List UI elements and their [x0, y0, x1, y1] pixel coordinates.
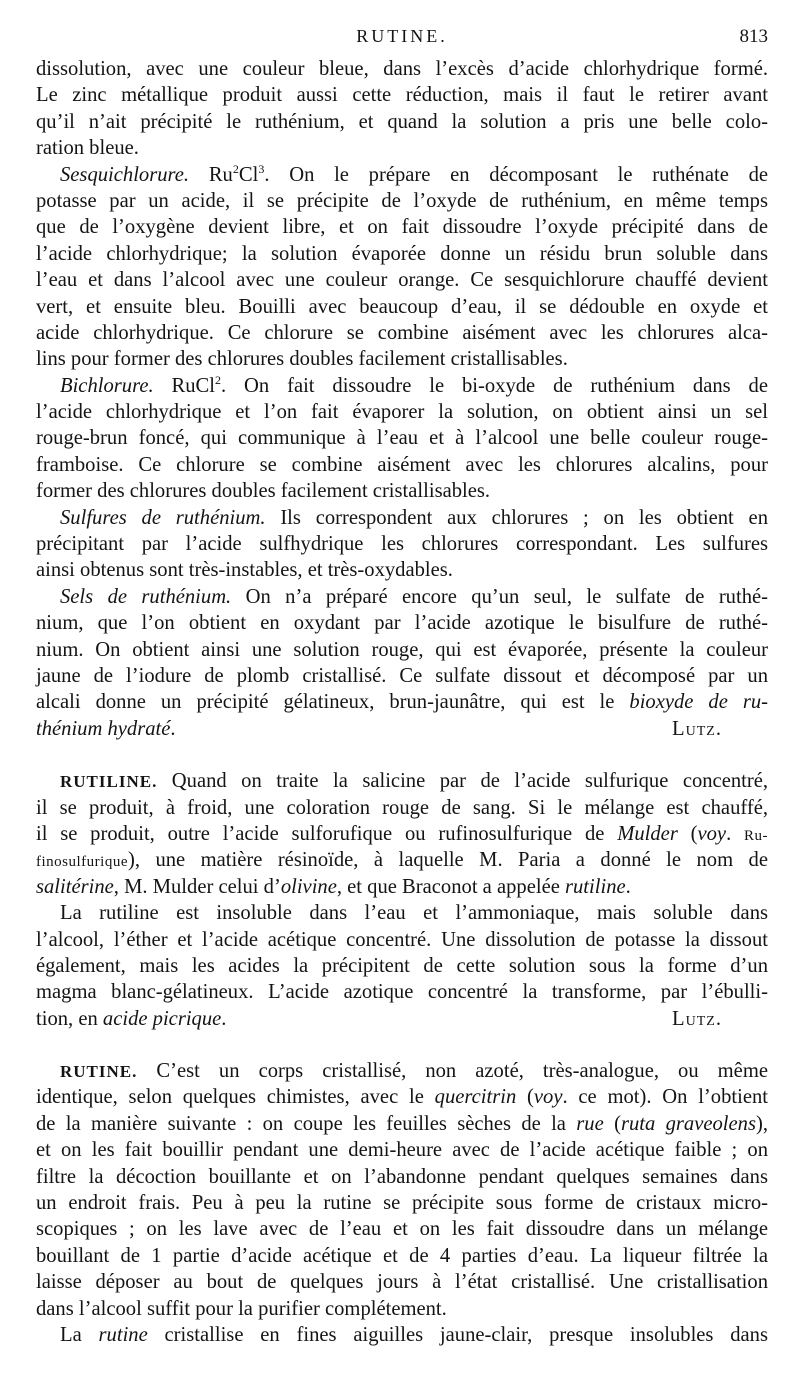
text-line: scopiques ; on les lave avec de l’eau et on les fait dissoudre dans un mélange — [36, 1218, 768, 1241]
entry-gap — [36, 1032, 768, 1058]
text-line: thénium hydraté. Lutz. — [36, 716, 768, 742]
text-line: rouge-brun foncé, qui communique à l’eau et à l’alcool une belle couleur rouge- — [36, 427, 768, 450]
text-line: salitérine, M. Mulder celui d’olivine, et que Braconot a appelée rutiline. — [36, 875, 631, 898]
text-line: ainsi obtenus sont très-instables, et très-oxydables. — [36, 559, 453, 582]
text-line: filtre la décoction bouillante et on l’abandonne pendant quelques semaines dans — [36, 1165, 768, 1188]
text-line: de la manière suivante : on coupe les feuilles sèches de la rue (ruta graveolens), — [36, 1112, 768, 1135]
text-line: Le zinc métallique produit aussi cette réduction, mais il faut le retirer avant — [36, 84, 768, 107]
author-signature: Lutz. — [672, 717, 722, 740]
text-line: l’eau et dans l’alcool avec une couleur orange. Ce sesquichlorure chauffé devient — [36, 269, 768, 292]
entry-rutine — [36, 1058, 768, 1348]
paragraph-ruthenium-continuation — [36, 56, 768, 162]
text-line: bouillant de 1 partie d’acide acétique et de 4 parties d’eau. La liqueur filtrée la — [36, 1244, 768, 1267]
text-line: l’acide chlorhydrique; la solution évaporée donne un résidu brun soluble dans — [36, 242, 768, 265]
text-line: jaune de l’iodure de plomb cristallisé. Ce sulfate dissout et décomposé par un — [36, 664, 768, 687]
text-line: former des chlorures doubles facilement cristallisables. — [36, 480, 491, 503]
entry-heading: RUTINE. — [60, 1062, 138, 1082]
text-line: précipitant par l’acide sulfhydrique les chlorures correspondant. Les sulfures — [36, 533, 768, 556]
running-header — [36, 0, 768, 56]
text-line: vert, et ensuite bleu. Bouilli avec beaucoup d’eau, il se dédouble en oxyde et — [36, 295, 768, 318]
text-line: La rutine cristallise en fines aiguilles jaune-clair, presque insolubles dans — [60, 1323, 768, 1346]
text-line: un endroit frais. Peu à peu la rutine se précipite sous forme de cristaux micro- — [36, 1192, 768, 1215]
text-line: potasse par un acide, il se précipite de l’oxyde de ruthénium, en même temps — [36, 189, 768, 212]
text-line: ration bleue. — [36, 137, 139, 160]
text-line: il se produit, à froid, une coloration rouge de sang. Si le mélange est chauffé, — [36, 796, 768, 819]
text-line: Sulfures de ruthénium. Ils correspondent aux chlorures ; on les obtient en — [60, 506, 768, 529]
author-signature: Lutz. — [672, 1007, 722, 1030]
section-title: Sesquichlorure. — [60, 163, 190, 186]
text-line: finosulfurique), une matière résinoïde, à laquelle M. Paria a donné le nom de — [36, 849, 768, 872]
text-line: nium, que l’on obtient en oxydant par l’acide azotique le bisulfure de ruthé- — [36, 612, 768, 635]
entry-gap — [36, 742, 768, 768]
text-line: RUTINE. C’est un corps cristallisé, non azoté, très-analogue, ou même — [60, 1060, 768, 1083]
formula: RuCl$^2$ — [171, 372, 221, 397]
text-line: qu’il n’ait précipité le ruthénium, et quand la solution a pris une belle colo- — [36, 110, 768, 133]
text-line: La rutiline est insoluble dans l’eau et l’ammoniaque, mais soluble dans — [60, 902, 768, 925]
text-line: framboise. Ce chlorure se combine aisément avec les chlorures alcalins, pour — [36, 453, 768, 476]
entry-heading: RUTILINE. — [60, 772, 158, 792]
section-title: Bichlorure. — [60, 374, 154, 397]
text-line: l’acide chlorhydrique et l’on fait évaporer la solution, on obtient ainsi un sel — [36, 401, 768, 424]
text-line: dissolution, avec une couleur bleue, dans l’excès d’acide chlorhydrique formé. — [36, 58, 768, 80]
paragraph-sulfures — [36, 505, 768, 584]
page-number: 813 — [739, 26, 768, 47]
text-line: dans l’alcool suffit pour la purifier complétement. — [36, 1297, 447, 1320]
text-line: Sels de ruthénium. On n’a préparé encore qu’un seul, le sulfate de ruthé- — [60, 585, 768, 608]
text-line: nium. On obtient ainsi une solution rouge, qui est évaporée, présente la couleur — [36, 638, 768, 661]
text-line: acide chlorhydrique. Ce chlorure se combine aisément avec les chlorures alca- — [36, 321, 768, 344]
text-line: et on les fait bouillir pendant une demi-heure avec de l’acide acétique faible ; on — [36, 1139, 768, 1162]
text-line: il se produit, outre l’acide sulforufique ou rufinosulfurique de Mulder (voy. Ru- — [36, 822, 769, 845]
page — [36, 0, 768, 1348]
text-line: laisse déposer au bout de quelques jours à l’état cristallisé. Une cristallisation — [36, 1271, 768, 1294]
text-line: Sesquichlorure. Ru$^2$Cl$^3$. On le prépare en décomposant le ruthénate de — [60, 161, 769, 186]
formula: Ru$^2$Cl$^3$ — [208, 161, 265, 186]
paragraph-sels — [36, 584, 768, 742]
text-line: magma blanc-gélatineux. L’acide azotique concentré la transforme, par l’ébulli- — [36, 981, 768, 1004]
text-line: lins pour former des chlorures doubles facilement cristallisables. — [36, 348, 568, 371]
text-line: identique, selon quelques chimistes, avec le quercitrin (voy. ce mot). On l’obtient — [36, 1086, 768, 1109]
text-line: tion, en acide picrique. Lutz. — [36, 1006, 768, 1032]
paragraph-sesquichlorure — [36, 162, 768, 373]
entry-rutiline — [36, 768, 768, 1032]
running-title: RUTINE. — [356, 26, 448, 46]
text-line: RUTILINE. Quand on traite la salicine par de l’acide sulfurique concentré, — [60, 770, 768, 793]
text-line: alcali donne un précipité gélatineux, brun-jaunâtre, qui est le bioxyde de ru- — [36, 691, 769, 714]
text-line: également, mais les acides la précipitent de cette solution sous la forme d’un — [36, 954, 768, 977]
text-line: Bichlorure. RuCl$^2$. On fait dissoudre le bi-oxyde de ruthénium dans de — [60, 372, 768, 397]
section-title: Sulfures de ruthénium. — [60, 506, 266, 529]
section-title: Sels de ruthénium. — [60, 585, 232, 608]
text-line: que de l’oxygène devient libre, et on fait dissoudre l’oxyde précipité dans de — [36, 216, 768, 239]
paragraph-bichlorure — [36, 373, 768, 505]
text-line: l’alcool, l’éther et l’acide acétique concentré. Une dissolution de potasse la dissout — [36, 928, 768, 951]
